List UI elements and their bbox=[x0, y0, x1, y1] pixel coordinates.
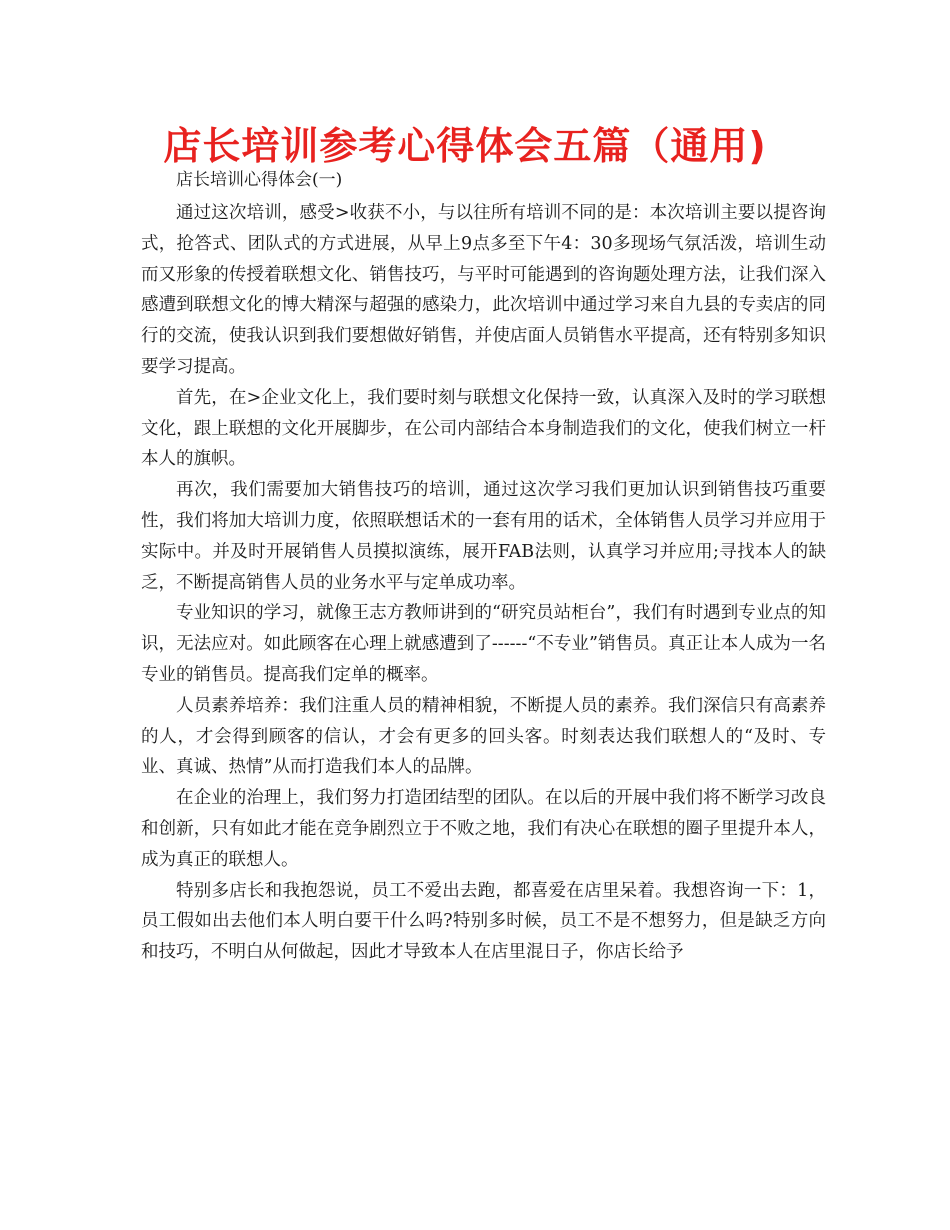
paragraph: 专业知识的学习，就像王志方教师讲到的“研究员站柜台”，我们有时遇到专业点的知识，无法应对。如此顾客在心理上就感遭到了------“不专业”销售员。真正让本人成为一名专业的销售员。提高我们定单的概率。 bbox=[141, 603, 826, 685]
paragraph: 在企业的治理上，我们努力打造团结型的团队。在以后的开展中我们将不断学习改良和创新，只有如此才能在竞争剧烈立于不败之地，我们有决心在联想的圈子里提升本人，成为真正的联想人。 bbox=[141, 788, 826, 870]
document-body bbox=[141, 198, 826, 968]
paragraph: 首先，在>企业文化上，我们要时刻与联想文化保持一致，认真深入及时的学习联想文化，跟上联想的文化开展脚步，在公司内部结合本身制造我们的文化，使我们树立一杆本人的旗帜。 bbox=[141, 387, 826, 470]
paragraph: 通过这次培训，感受>收获不小，与以往所有培训不同的是：本次培训主要以提咨询式，抢答式、团队式的方式进展，从早上9点多至下午4：30多现场气氛活泼，培训生动而又形象的传授着联想文化、销售技巧，与平时可能遇到的咨询题处理方法，让我们深入感遭到联想文化的博大精深与超强的感染力，此次培训中通过学习来自九县的专卖店的同行的交流，使我认识到我们要想做好销售，并使店面人员销售水平提高，还有特别多知识要学习提高。 bbox=[141, 203, 826, 377]
section-heading: 店长培训心得体会(一) bbox=[176, 170, 343, 190]
paragraph: 特别多店长和我抱怨说，员工不爱出去跑，都喜爱在店里呆着。我想咨询一下：1，员工假如出去他们本人明白要干什么吗?特别多时候，员工不是不想努力，但是缺乏方向和技巧，不明白从何做起，因此才导致本人在店里混日子，你店长给予 bbox=[141, 880, 826, 963]
document-title: 店长培训参考心得体会五篇（通用) bbox=[163, 124, 767, 168]
paragraph: 人员素养培养：我们注重人员的精神相貌，不断提人员的素养。我们深信只有高素养的人，才会得到顾客的信认，才会有更多的回头客。时刻表达我们联想人的“及时、专业、真诚、热情”从而打造我们本人的品牌。 bbox=[141, 695, 826, 778]
paragraph: 再次，我们需要加大销售技巧的培训，通过这次学习我们更加认识到销售技巧重要性，我们将加大培训力度，依照联想话术的一套有用的话术，全体销售人员学习并应用于实际中。并及时开展销售人员摸拟演练，展开FAB法则，认真学习并应用;寻找本人的缺乏，不断提高销售人员的业务水平与定单成功率。 bbox=[141, 480, 826, 593]
